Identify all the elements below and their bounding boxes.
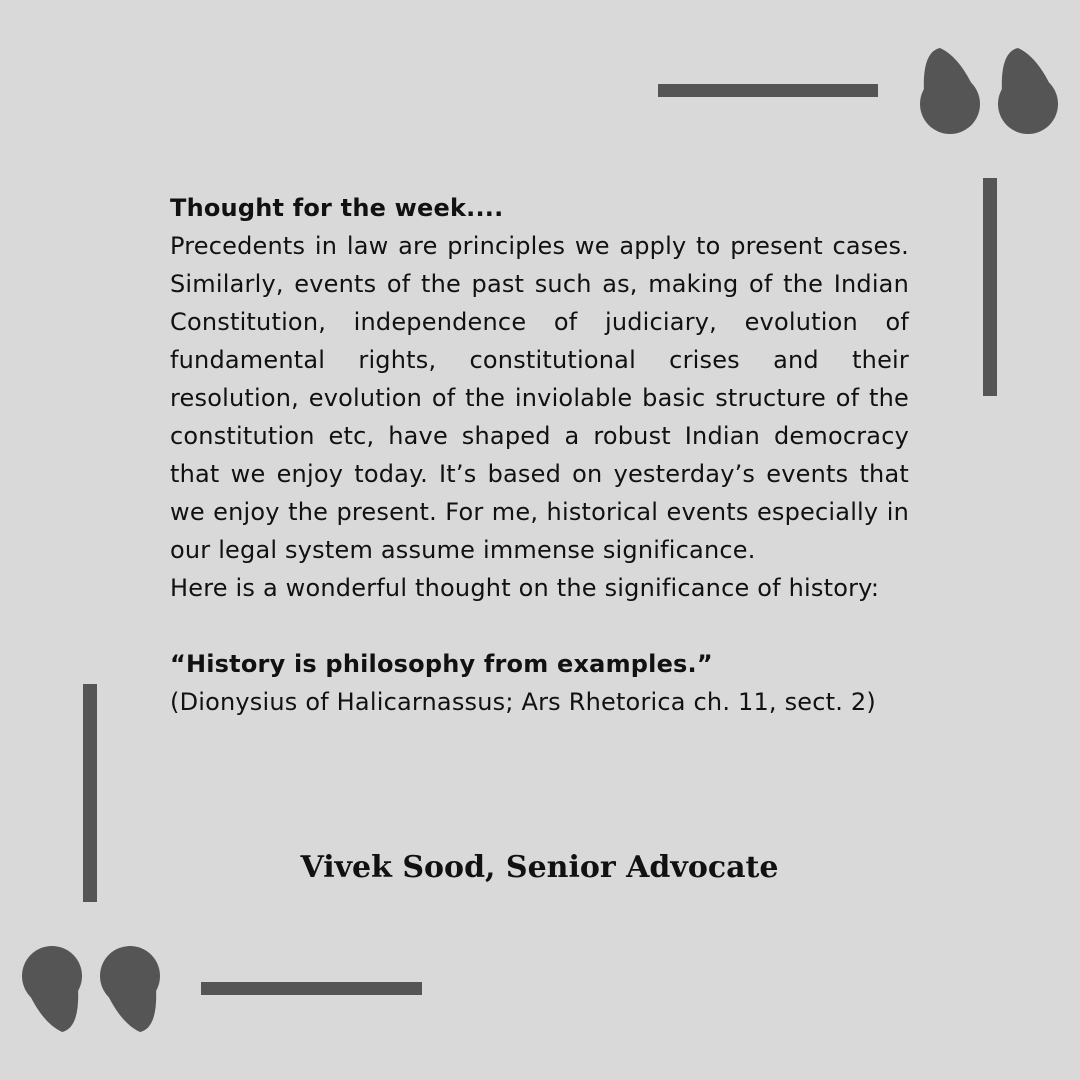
blank-line [170,607,909,645]
right-vertical-line [983,178,997,396]
post-heading: Thought for the week.... [170,194,504,222]
post-body [170,189,909,721]
closing-quote-icon [918,44,1060,138]
left-vertical-line [83,684,97,902]
body-paragraph-1: Precedents in law are principles we apply to present cases. Similarly, events of the past such as, making of the Indian Constitution, independence of judiciary, evolution of fundamental rights, constitutional crises and their resolution, evolution of the inviolable basic structure of the constitution etc, have shaped a robust Indian democracy that we enjoy today. It’s based on yesterday’s events that we enjoy the present. For me, historical events especially in our legal system assume immense significance. [170,232,909,564]
top-divider-line [658,84,878,97]
featured-quote: “History is philosophy from examples.” [170,650,713,678]
body-paragraph-2: Here is a wonderful thought on the significance of history: [170,574,880,602]
opening-quote-icon [20,942,162,1036]
bottom-divider-line [201,982,422,995]
quote-citation: (Dionysius of Halicarnassus; Ars Rhetorica ch. 11, sect. 2) [170,688,876,716]
author-signature: Vivek Sood, Senior Advocate [300,850,779,885]
